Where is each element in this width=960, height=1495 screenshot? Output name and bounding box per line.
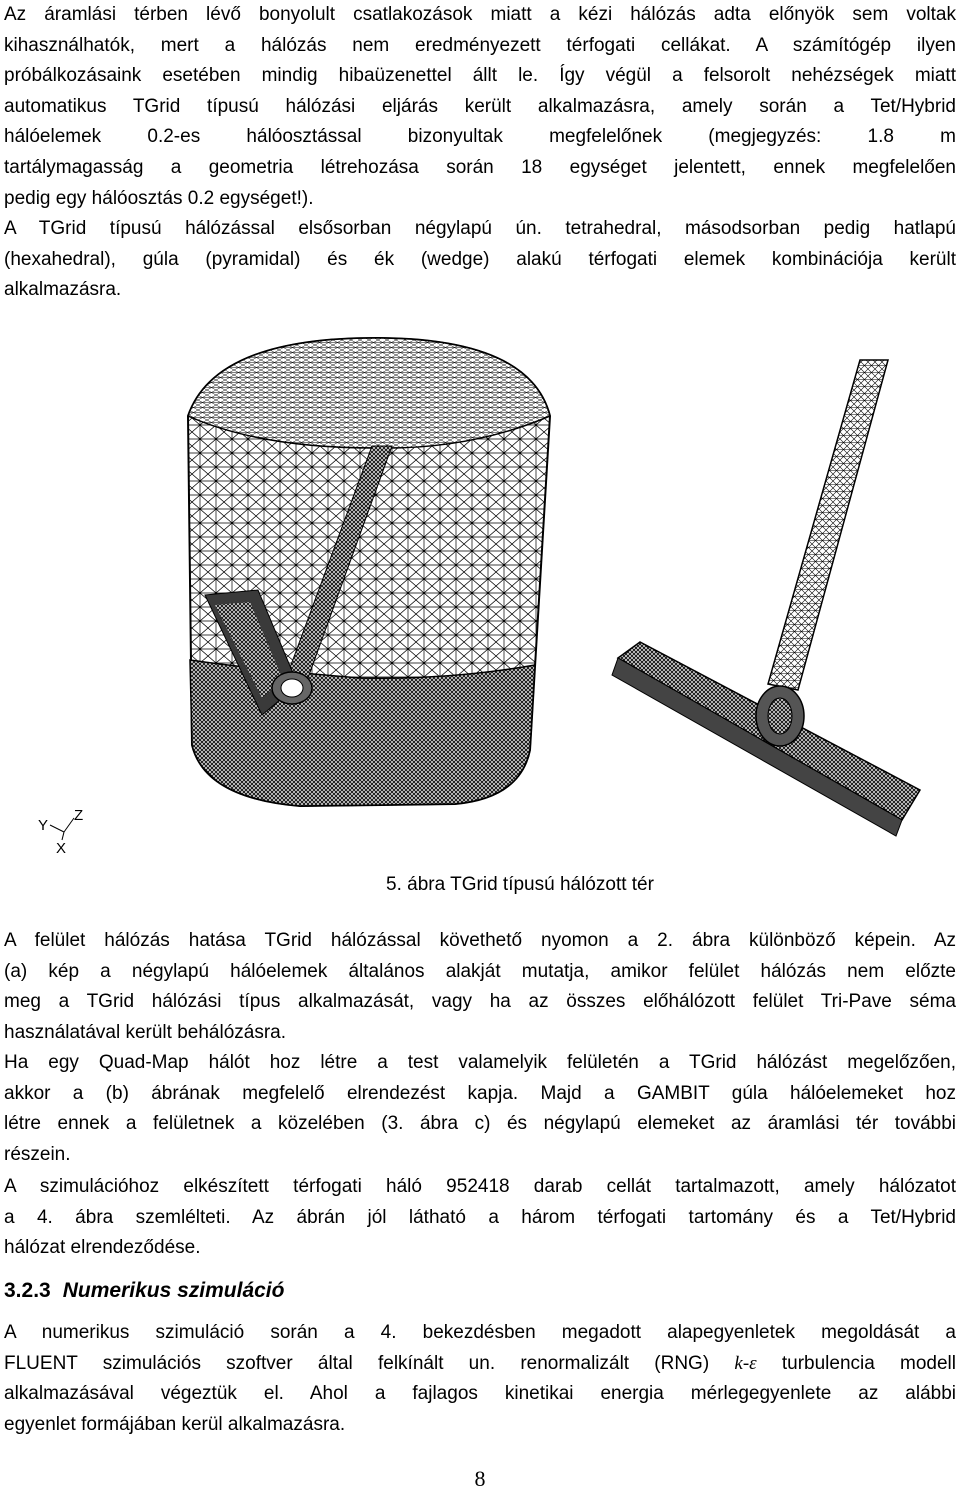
k-epsilon-symbol: k-ε (734, 1352, 757, 1374)
text-line: tartálymagasság a geometria létrehozása során 18 egységet jelentett, ennek megfelelően (4, 156, 956, 178)
text-line: automatikus TGrid típusú hálózási eljárás került alkalmazásra, amely során a Tet/Hybrid (4, 95, 956, 117)
text-line: hálóelemek 0.2-es hálóosztással bizonyultak megfelelőnek (megjegyzés: 1.8 m (4, 126, 956, 148)
text-line: pedig egy hálóosztás 0.2 egységet!). (4, 187, 314, 209)
axis-x-label: X (56, 840, 67, 857)
paragraph-3 (4, 926, 956, 1048)
text-line: a 4. ábra szemlélteti. Az ábrán jól látható a három térfogati tartomány és a Tet/Hybrid (4, 1206, 956, 1228)
section-title: Numerikus szimuláció (62, 1279, 285, 1302)
section-heading (4, 1276, 284, 1306)
text-line: kihasználhatók, mert a hálózás nem eredményezett térfogati cellákat. A számítógép ilyen (4, 34, 956, 56)
paragraph-1 (4, 0, 956, 214)
text-line: részein. (4, 1143, 71, 1165)
tank-mesh (188, 338, 550, 806)
text-line: használatával került behálózásra. (4, 1021, 287, 1043)
section-number: 3.2.3 (4, 1279, 51, 1302)
text-line: hálózat elrendeződése. (4, 1237, 201, 1259)
text-line: Ha egy Quad-Map hálót hoz létre a test valamelyik felületén a TGrid hálózást megelőzően, (4, 1052, 956, 1073)
text-line: létre ennek a felületnek a közelében (3. ábra c) és négylapú elemeket az áramlási tér további (4, 1113, 956, 1135)
impeller-mesh (612, 360, 920, 836)
text-line: meg a TGrid hálózási típus alkalmazását, vagy ha az összes előhálózott felület Tri-Pave séma (4, 991, 956, 1013)
text-line: alkalmazásával végeztük el. Ahol a fajlagos kinetikai energia mérlegegyenlete az alábbi (4, 1383, 956, 1405)
text-line: akkor a (b) ábrának megfelelő elrendezést kapja. Majd a GAMBIT gúla hálóelemeket hoz (4, 1082, 956, 1104)
paragraph-4 (4, 1048, 956, 1170)
axis-triad (50, 818, 74, 840)
text-line: (a) kép a négylapú hálóelemek általános alakját mutatja, amikor felület hálózás nem előzte (4, 960, 956, 982)
text-line: A felület hálózás hatása TGrid hálózással követhető nyomon a 2. ábra különböző képein. Az (4, 930, 956, 951)
axis-z-label: Z (74, 807, 84, 824)
text-segment: FLUENT szimulációs szoftver által felkínált un. renormalizált (RNG) (4, 1352, 735, 1374)
text-line: A numerikus szimuláció során a 4. bekezdésben megadott alapegyenletek megoldását a (4, 1322, 956, 1343)
text-line: A TGrid típusú hálózással elsősorban négylapú ún. tetrahedral, másodsorban pedig hatlapú (4, 218, 956, 239)
text-segment: turbulencia modell (756, 1352, 956, 1374)
mesh-figure (0, 320, 960, 865)
paragraph-2 (4, 214, 956, 306)
axis-y-label: Y (38, 817, 49, 834)
text-line: (hexahedral), gúla (pyramidal) és ék (wedge) alakú térfogati elemek kombinációja került (4, 248, 956, 270)
text-line: A szimulációhoz elkészített térfogati háló 952418 darab cellát tartalmazott, amely hálózatot (4, 1176, 956, 1197)
text-line: alkalmazásra. (4, 279, 122, 301)
figure-caption: 5. ábra TGrid típusú hálózott tér (386, 874, 654, 895)
text-line: Az áramlási térben lévő bonyolult csatlakozások miatt a kézi hálózás adta előnyök sem voltak (4, 4, 956, 25)
paragraph-5 (4, 1172, 956, 1264)
paragraph-6 (4, 1318, 956, 1440)
text-line: próbálkozásaink esetében mindig hibaüzenettel állt le. Így végül a felsorolt nehézségek miatt (4, 65, 956, 87)
text-line (4, 1349, 956, 1380)
page-number: 8 (474, 1466, 486, 1491)
text-line: egyenlet formájában kerül alkalmazásra. (4, 1413, 346, 1435)
